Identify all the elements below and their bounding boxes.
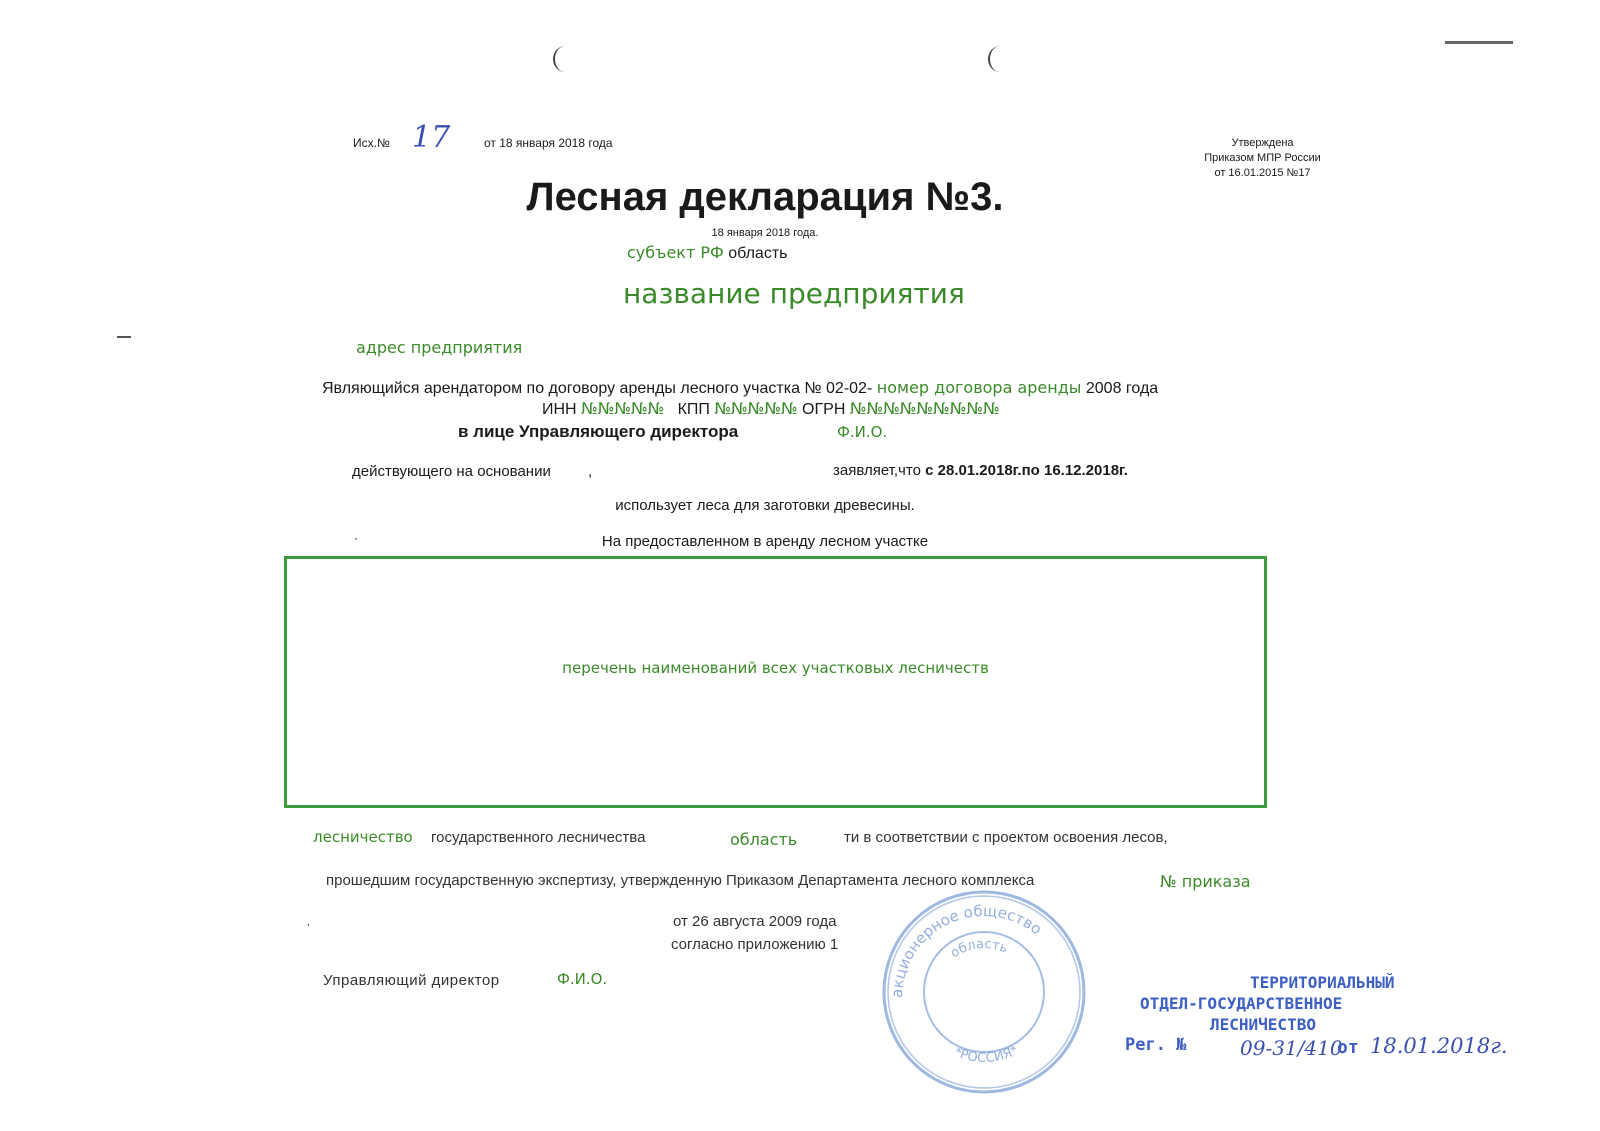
representative-name-placeholder: Ф.И.О.: [837, 423, 888, 441]
svg-text:*РОССИЯ*: [952, 1043, 1021, 1066]
round-seal-graphic: [880, 888, 1088, 1096]
declares-text: заявляет,что: [833, 462, 921, 479]
lease-line: [322, 378, 1158, 398]
kpp-label: КПП: [677, 401, 710, 418]
subject-placeholder: субъект РФ: [627, 243, 724, 262]
declaration-period: с 28.01.2018г.по 16.12.2018г.: [925, 462, 1128, 479]
registry-from-label: от: [1337, 1037, 1359, 1058]
scan-mark-top-right: [1445, 41, 1513, 44]
subject-suffix: область: [728, 245, 788, 262]
scan-mark-left: [117, 336, 131, 338]
forestry-placeholder: лесничество: [313, 828, 413, 846]
kpp-value: №№№№№: [714, 399, 798, 418]
order-date: от 26 августа 2009 года: [673, 913, 837, 930]
registry-stamp-line-3: ЛЕСНИЧЕСТВО: [1210, 1015, 1316, 1034]
company-name-placeholder: название предприятия: [623, 277, 965, 310]
seal-outer-text: акционерное общество: [887, 901, 1046, 999]
accordance-text: ти в соответствии с проектом освоения лесов,: [844, 829, 1168, 846]
seal-bottom-text: *РОССИЯ*: [951, 1042, 1021, 1067]
punch-hole-left: [553, 46, 577, 72]
round-seal: [880, 888, 1088, 1096]
punch-hole-right: [988, 46, 1012, 72]
forestry-list-placeholder: перечень наименований всех участковых лесничеств: [562, 659, 989, 677]
usage-text: использует леса для заготовки древесины.: [615, 497, 915, 514]
inn-value: №№№№№: [581, 399, 665, 418]
declares-line: [833, 462, 1128, 479]
scan-dot: ˌ: [306, 910, 311, 926]
registry-date-handwritten: 18.01.2018г.: [1370, 1034, 1508, 1058]
page-title: Лесная декларация №3.: [526, 175, 1004, 219]
registry-number-label: Рег. №: [1125, 1035, 1187, 1055]
declaration-date: 18 января 2018 года.: [711, 227, 819, 239]
subject-line: [627, 243, 787, 263]
svg-text:область: [948, 937, 1010, 961]
company-address-placeholder: адрес предприятия: [356, 338, 523, 357]
contract-number-placeholder: номер договора аренды: [876, 378, 1082, 397]
approval-line-2: Приказом МПР России: [1204, 152, 1321, 164]
order-number-placeholder: № приказа: [1160, 872, 1251, 891]
state-forestry-text: государственного лесничества: [431, 829, 646, 846]
out-number-handwritten: 17: [412, 120, 451, 155]
ogrn-label: ОГРН: [802, 401, 846, 418]
plot-intro: На предоставленном в аренду лесном участке: [601, 533, 929, 550]
registry-stamp-line-2: ОТДЕЛ-ГОСУДАРСТВЕННОЕ: [1140, 994, 1343, 1013]
registry-stamp: [1140, 972, 1410, 1035]
lease-year: 2008 года: [1085, 380, 1159, 397]
basis-label: действующего на основании: [352, 463, 551, 480]
appendix-text: согласно приложению 1: [671, 936, 839, 953]
inn-label: ИНН: [542, 401, 577, 418]
approval-line-1: Утверждена: [1231, 137, 1294, 149]
lease-text: Являющийся арендатором по договору аренды лесного участка № 02-02-: [322, 380, 873, 397]
basis-comma: ,: [588, 463, 593, 480]
registry-stamp-line-1: ТЕРРИТОРИАЛЬНЫЙ: [1250, 973, 1395, 992]
signature-label: Управляющий директор: [323, 972, 500, 989]
ids-line: [542, 399, 1000, 419]
out-date: от 18 января 2018 года: [484, 136, 613, 150]
scan-tick: ˎ: [354, 524, 359, 540]
expertise-text: прошедшим государственную экспертизу, утвержденную Приказом Департамента лесного комплекса: [326, 872, 1035, 889]
out-number-label: Исх.№: [353, 136, 390, 150]
ogrn-value: №№№№№№№№№: [849, 399, 1000, 418]
region-placeholder: область: [730, 830, 798, 849]
registry-number-handwritten: 09-31/410: [1240, 1036, 1343, 1060]
approval-line-3: от 16.01.2015 №17: [1214, 167, 1311, 179]
signature-name-placeholder: Ф.И.О.: [557, 970, 608, 988]
forestry-list-box: [284, 556, 1267, 808]
seal-inner-text: область: [948, 936, 1010, 962]
representative-label: в лице Управляющего директора: [458, 422, 739, 441]
